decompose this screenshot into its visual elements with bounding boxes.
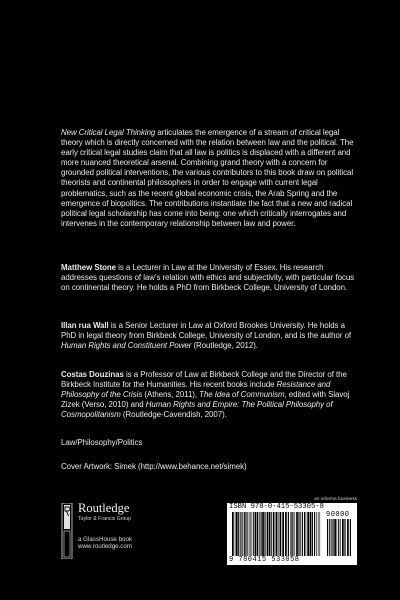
author-bio-text: is a Lecturer in Law at the University of Essex. His research addresses questions of law’s relation with ethics and subjectivity, with particular focus on continental theory. He holds a PhD from Birkbeck College, University of London. bbox=[61, 263, 355, 293]
author-bio-text: is a Professor of Law at Birkbeck College and the Director of the Birkbeck Institute for the Humanities. His recent books include bbox=[61, 370, 347, 390]
author-bio-text: (Athens, 2011), bbox=[142, 390, 200, 400]
barcode-box bbox=[227, 503, 357, 565]
author-bio-illan-rua-wall bbox=[61, 321, 357, 351]
author-name: Matthew Stone bbox=[61, 263, 117, 272]
barcode-digits: 9 780415 533058 bbox=[229, 556, 300, 564]
author-bio-text: (Routledge-Cavendish, 2007). bbox=[120, 410, 227, 420]
publisher-group: Taylor & Francis Group bbox=[78, 516, 132, 522]
subject-categories: Law/Philosophy/Politics bbox=[61, 438, 143, 447]
barcode-icon bbox=[232, 512, 322, 556]
isbn-text: ISBN 978-0-415-53305-8 bbox=[229, 503, 324, 511]
author-book-title: The Idea of Communism bbox=[199, 390, 285, 400]
author-bio-text: (Routledge, 2012). bbox=[191, 341, 258, 351]
barcode-addon-digits: 90000 bbox=[326, 511, 350, 519]
publisher-imprint: a GlassHouse book bbox=[78, 536, 132, 543]
informa-tag: an informa business bbox=[314, 497, 357, 502]
author-bio-costas-douzinas bbox=[61, 370, 357, 420]
author-book-title: Human Rights and Constituent Power bbox=[61, 341, 192, 351]
blurb-text: articulates the emergence of a stream of critical legal theory which is directly concerned with the relation between law and the political. The early critical legal studies claim that all law is politics is displaced with a different and more nuanced theoretical arsenal. Combining grand theory with a concern for grounded political interventions, the various contributors to this book draw on political theorists and continental philosophers in order to engage with current legal problematics, such as the recent global economic crisis, the Arab Spring and the emergence of biopolitics. The contributions instantiate the fact that a new and radical political legal scholarship has come into being: one which critically interrogates and intervenes in the contemporary relationship between law and power. bbox=[61, 128, 354, 228]
author-bio-text: is a Senior Lecturer in Law at Oxford Brookes University. He holds a PhD in legal theory from Birkbeck College, University of London, and is the author of bbox=[61, 321, 352, 341]
author-name: Costas Douzinas bbox=[61, 370, 124, 379]
author-book-title: Resistance and Philosophy of the Crisis bbox=[61, 380, 331, 400]
publisher-block bbox=[61, 501, 201, 561]
routledge-logo-icon bbox=[61, 503, 73, 559]
publisher-url: www.routledge.com bbox=[78, 543, 132, 550]
author-book-title: Human Rights and Empire: The Political Philosophy of Cosmopolitanism bbox=[61, 400, 333, 420]
author-bio-matthew-stone bbox=[61, 263, 357, 293]
barcode-addon-icon bbox=[327, 519, 353, 556]
blurb-book-title: New Critical Legal Thinking bbox=[61, 128, 156, 137]
blurb-paragraph bbox=[61, 128, 357, 229]
cover-artwork-credit: Cover Artwork: Simek (http://www.behance.net/simek) bbox=[61, 462, 247, 471]
author-name: Illan rua Wall bbox=[61, 321, 109, 330]
publisher-name: Routledge bbox=[78, 501, 130, 515]
author-bio-text: , edited with Slavoj Zizek (Verso, 2010) and bbox=[61, 390, 350, 410]
barcode-block bbox=[227, 497, 357, 565]
